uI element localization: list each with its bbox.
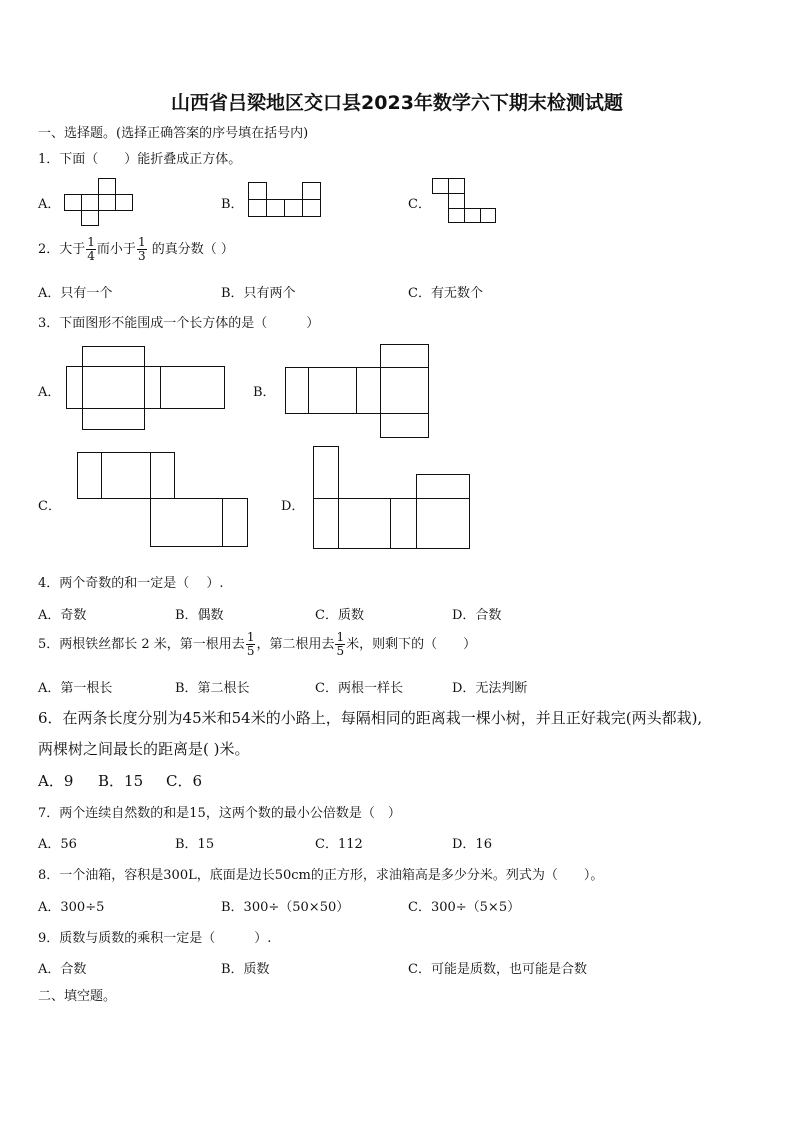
q6-stem-line1: 6．在两条长度分别为45米和54米的小路上，每隔相同的距离栽一棵小树，并且正好栽完(两头都栽), — [38, 709, 703, 727]
q3-net-d — [313, 446, 473, 551]
q9-stem: 9．质数与质数的乘积一定是（ ）. — [38, 931, 272, 946]
q4-stem: 4．两个奇数的和一定是（ ）. — [38, 576, 224, 591]
q4-option-d: D．合数 — [452, 608, 502, 623]
q7-option-b: B．15 — [175, 837, 215, 852]
q3-stem: 3．下面图形不能围成一个长方体的是（ ） — [38, 316, 320, 331]
q2-fraction-2: $\frac{1}{3}$ — [137, 235, 146, 263]
q8-option-b: B．300÷（50×50） — [221, 900, 350, 915]
section-heading-choice: 一、选择题。(选择正确答案的序号填在括号内) — [38, 126, 309, 141]
section-heading-fill: 二、填空题。 — [38, 989, 117, 1004]
q1-option-a-label: A． — [38, 197, 61, 212]
q4-option-b: B．偶数 — [175, 608, 224, 623]
q7-option-c: C．112 — [315, 837, 363, 852]
q5-fraction-1: $\frac{1}{5}$ — [246, 630, 255, 658]
q3-net-b — [285, 344, 431, 439]
q2-option-c: C．有无数个 — [408, 286, 483, 301]
q9-option-b: B．质数 — [221, 962, 270, 977]
q3-option-d-label: D． — [281, 499, 305, 514]
q2-stem: 2．大于 $\frac{1}{4}$ 而小于 $\frac{1}{3}$ 的真分数（ ） — [38, 235, 234, 263]
q2-option-b: B．只有两个 — [221, 286, 296, 301]
q1-net-c — [432, 178, 498, 224]
q9-option-a: A．合数 — [38, 962, 87, 977]
q3-net-c — [77, 452, 250, 549]
q7-stem: 7．两个连续自然数的和是15，这两个数的最小公倍数是（ ） — [38, 806, 401, 821]
q1-net-a — [64, 178, 134, 226]
q2-option-a: A．只有一个 — [38, 286, 113, 301]
q3-option-a-label: A． — [38, 385, 61, 400]
q5-option-c: C．两根一样长 — [315, 681, 403, 696]
q4-option-c: C．质数 — [315, 608, 364, 623]
q9-option-c: C．可能是质数，也可能是合数 — [408, 962, 587, 977]
q1-stem: 1．下面（ ）能折叠成正方体。 — [38, 152, 242, 167]
q3-option-b-label: B． — [253, 385, 276, 400]
q1-option-c-label: C． — [408, 197, 431, 212]
q2-fraction-1: $\frac{1}{4}$ — [87, 235, 95, 263]
q5-stem: 5．两根铁丝都长 2 米，第一根用去 $\frac{1}{5}$ ，第二根用去 $\frac{1}{5}$ 米，则剩下的（ ） — [38, 630, 477, 658]
page-title: 山西省吕梁地区交口县2023年数学六下期末检测试题 — [171, 92, 623, 114]
q5-fraction-2: $\frac{1}{5}$ — [336, 630, 345, 658]
q7-option-d: D．16 — [452, 837, 492, 852]
q5-option-a: A．第一根长 — [38, 681, 113, 696]
q6-option-c: C．6 — [166, 772, 203, 790]
q6-stem-line2: 两棵树之间最长的距离是( )米。 — [38, 740, 250, 758]
q5-option-d: D．无法判断 — [452, 681, 528, 696]
q3-net-a — [66, 346, 226, 432]
q1-net-b — [248, 182, 324, 218]
q6-option-b: B．15 — [98, 772, 144, 790]
q3-option-c-label: C． — [38, 499, 61, 514]
q8-stem: 8．一个油箱，容积是300L，底面是边长50cm的正方形，求油箱高是多少分米。列式为（ ）。 — [38, 868, 604, 883]
q5-option-b: B．第二根长 — [175, 681, 250, 696]
q8-option-a: A．300÷5 — [38, 900, 105, 915]
q7-option-a: A．56 — [38, 837, 77, 852]
q6-option-a: A．9 — [38, 772, 74, 790]
q4-option-a: A．奇数 — [38, 608, 87, 623]
q1-option-b-label: B． — [221, 197, 244, 212]
q8-option-c: C．300÷（5×5） — [408, 900, 521, 915]
